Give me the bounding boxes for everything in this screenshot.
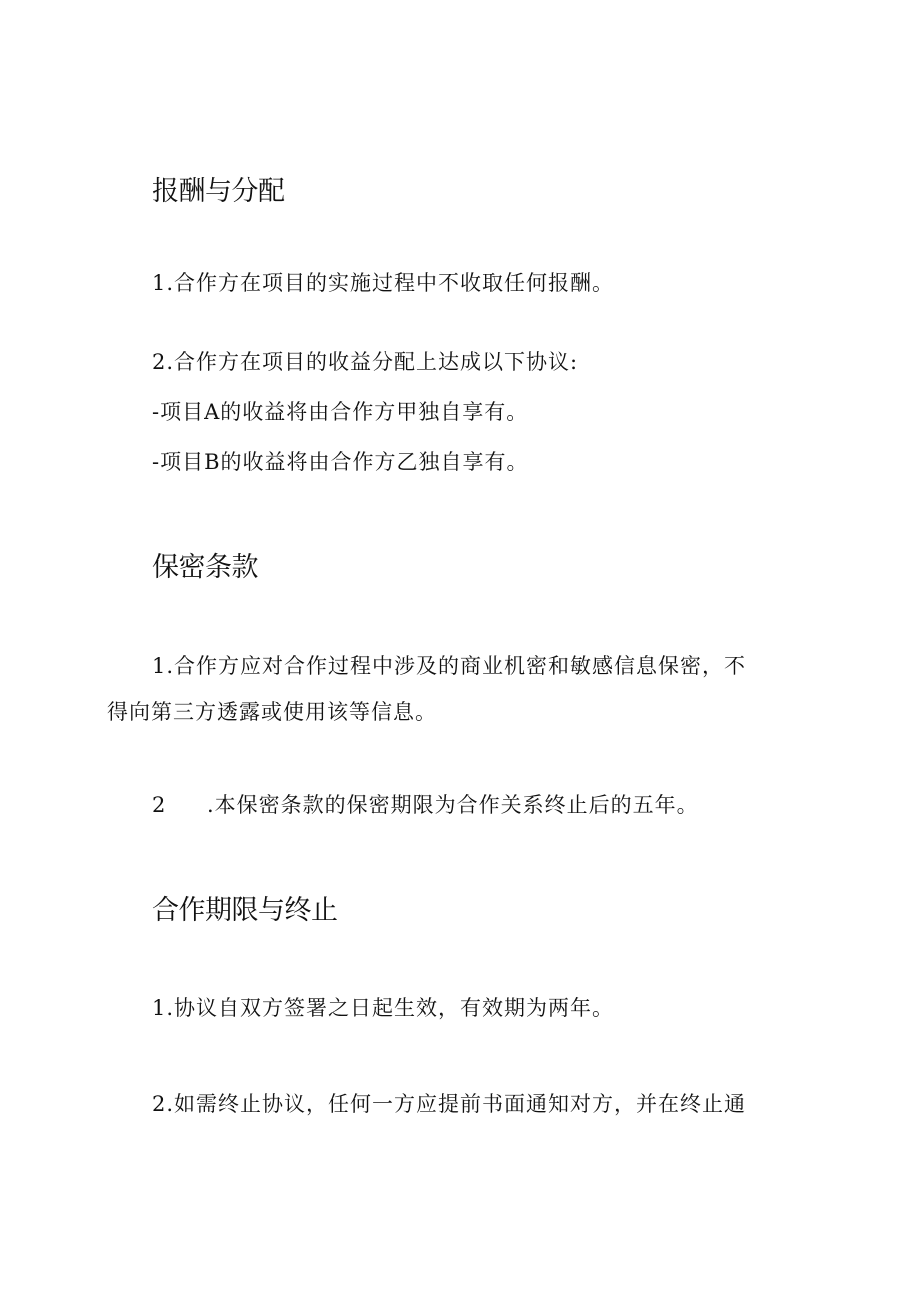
paragraph-remuneration-2	[152, 347, 578, 377]
item-text: .如需终止协议，任何一方应提前书面通知对方，并在终止通	[166, 1092, 747, 1116]
section-heading-remuneration: 报酬与分配	[152, 176, 285, 207]
item-number: 2	[152, 350, 167, 374]
item-number: 1	[152, 996, 167, 1020]
item-number: 1	[152, 654, 167, 678]
paragraph-confidentiality-1	[152, 651, 746, 681]
item-text: .本保密条款的保密期限为合作关系终止后的五年。	[207, 793, 699, 817]
item-text: .合作方应对合作过程中涉及的商业机密和敏感信息保密，不	[166, 654, 747, 678]
item-text: .合作方在项目的实施过程中不收取任何报酬。	[166, 271, 615, 295]
paragraph-term-2	[152, 1089, 746, 1119]
section-heading-confidentiality: 保密条款	[152, 552, 258, 583]
list-item-project-b: -项目B的收益将由合作方乙独自享有。	[152, 450, 529, 474]
paragraph-confidentiality-2	[152, 790, 699, 820]
item-text: .协议自双方签署之日起生效，有效期为两年。	[166, 996, 615, 1020]
list-item-project-a: -项目A的收益将由合作方甲独自享有。	[152, 400, 529, 424]
item-text: .合作方在项目的收益分配上达成以下协议:	[166, 350, 579, 374]
item-number: 2	[152, 1092, 167, 1116]
item-number: 2	[152, 793, 167, 817]
paragraph-confidentiality-1-continuation: 得向第三方透露或使用该等信息。	[107, 700, 437, 724]
paragraph-term-1	[152, 993, 614, 1023]
item-number: 1	[152, 271, 167, 295]
paragraph-remuneration-1	[152, 268, 614, 298]
section-heading-term-termination: 合作期限与终止	[152, 895, 338, 926]
